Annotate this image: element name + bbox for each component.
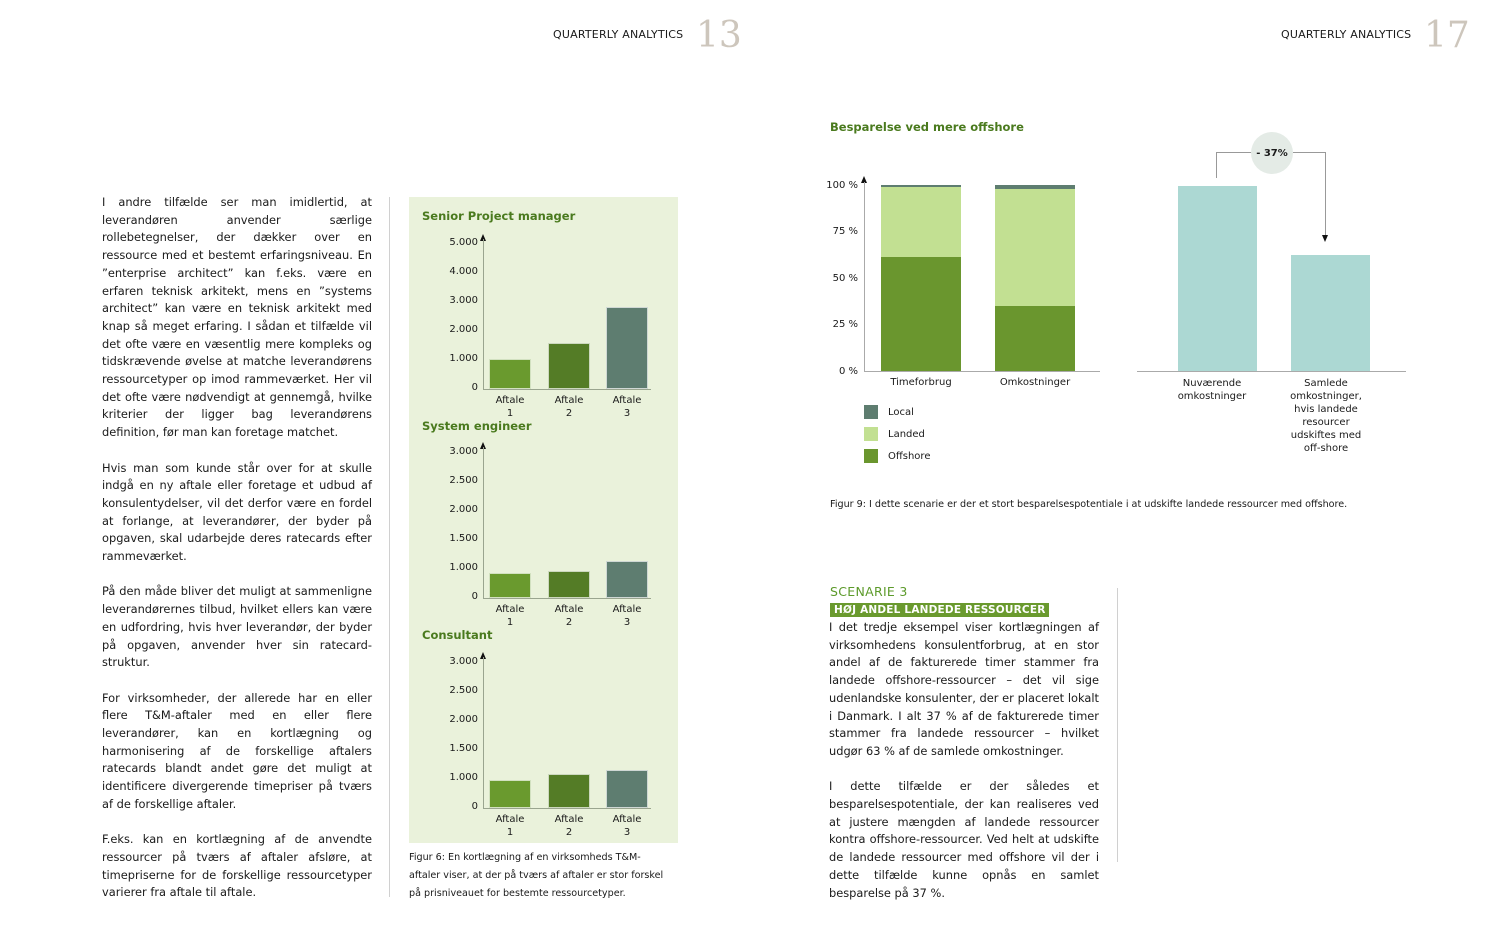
- y-tick: 4.000: [449, 266, 478, 277]
- y-tick: 2.000: [449, 324, 478, 335]
- segment-offshore: [995, 306, 1075, 371]
- legend-label: Landed: [888, 428, 925, 440]
- chart-title: System engineer: [422, 419, 532, 433]
- y-tick: 3.000: [449, 656, 478, 667]
- connector-line: [1216, 152, 1252, 153]
- bar-aftale-2: [548, 343, 590, 389]
- segment-landed: [995, 189, 1075, 306]
- right-running-head: QUARTERLY ANALYTICS: [1281, 28, 1412, 41]
- y-tick: 2.500: [449, 475, 478, 486]
- x-axis: [864, 371, 1100, 372]
- y-tick: 1.000: [449, 562, 478, 573]
- baseline: [1137, 371, 1406, 372]
- legend-offshore: [864, 449, 930, 463]
- y-tick: 0 %: [838, 366, 858, 377]
- y-tick: 0: [471, 591, 478, 602]
- legend-label: Offshore: [888, 450, 931, 462]
- body-paragraph: På den måde bliver det muligt at sammenligne leverandørernes tilbud, hvilket ellers kan være en udfordring, hvis hver leverandør, der byder på opgaven, anvender hver sin ratecard-struktur.: [102, 584, 372, 670]
- y-tick: 1.500: [449, 743, 478, 754]
- chart-consultant: [409, 616, 678, 836]
- bar-aftale-2: [548, 774, 590, 808]
- y-tick: 1.000: [449, 772, 478, 783]
- chart-system-engineer: [409, 407, 678, 628]
- y-tick: 2.000: [449, 714, 478, 725]
- connector-line: [1293, 152, 1326, 153]
- bar-aftale-3: [606, 770, 648, 808]
- y-tick: 5.000: [449, 237, 478, 248]
- x-label: Aftale 1: [495, 395, 525, 419]
- figure-6-panel: [409, 197, 678, 843]
- column-divider: [1117, 588, 1118, 862]
- scenario-tag: HØJ ANDEL LANDEDE RESSOURCER: [830, 603, 1049, 617]
- left-running-head: QUARTERLY ANALYTICS: [553, 28, 684, 41]
- y-axis: [864, 182, 865, 372]
- figure-6-caption: Figur 6: En kortlægning af en virksomheds T&M-aftaler viser, at der på tværs af aftaler er stor forskel på prisniveauet for bestemte ressourcetyper.: [409, 852, 664, 899]
- chart-senior-project-manager: [409, 197, 678, 417]
- x-label: Aftale 1: [495, 604, 525, 628]
- x-label: Timeforbrug: [890, 377, 952, 388]
- body-paragraph: I andre tilfælde ser man imidlertid, at leverandøren anvender særlige rollebetegnelser, der dækker over en ressource med et bestemt erfaringsniveau. En ”enterprise architect” kan f.eks. være en erfaren teknisk arkitekt, mens en ”systems architect” kan være en teknisk arkitekt med knap så meget erfaring. I sådan et tilfælde vil det ofte være en væsentlig mere kompleks og tidskrævende øvelse at matche leverandørens ressourcetyper op imod rammeværket. Her vil det ofte være nødvendigt at gennemgå, hvilke kriterier der ligger bag leverandørens definition, før man kan foretage matchet.: [102, 195, 372, 440]
- bar-aftale-3: [606, 561, 648, 598]
- legend-label: Local: [888, 406, 914, 418]
- y-tick: 25 %: [832, 319, 858, 330]
- y-tick: 1.500: [449, 533, 478, 544]
- legend-swatch-landed: [864, 427, 878, 441]
- figure-9-caption: Figur 9: I dette scenarie er der et stort besparelsespotentiale i at udskifte landede ressourcer med offshore.: [830, 499, 1348, 510]
- segment-landed: [881, 187, 961, 257]
- savings-badge: - 37%: [1251, 132, 1293, 174]
- arrow-down-icon: [1322, 235, 1328, 242]
- y-tick: 2.500: [449, 685, 478, 696]
- right-page-number: 17: [1424, 15, 1470, 56]
- x-label: Aftale 3: [612, 604, 642, 628]
- x-axis: [483, 389, 651, 390]
- x-label: Aftale 1: [495, 814, 525, 838]
- left-body-text: [102, 194, 372, 920]
- bar-offshore-costs: [1291, 255, 1370, 371]
- bar-aftale-1: [489, 573, 531, 598]
- left-page-number: 13: [696, 15, 742, 56]
- body-paragraph: I dette tilfælde er der således et besparelsespotentiale, der kan realiseres ved at justere mængden af landede ressourcer kontra offshore-ressourcer. Ved helt at udskifte de landede ressourcer med offshore vil der i dette tilfælde kunne opnås en samlet besparelse på 37 %.: [829, 779, 1099, 900]
- scenario-label: SCENARIE 3: [830, 584, 908, 599]
- body-paragraph: I det tredje eksempel viser kortlægningen af virksomhedens konsulentforbrug, at en stor andel af de fakturerede timer stammer fra landede offshore-ressourcer – det vil sige udenlandske konsulenter, der er placeret lokalt i Danmark. I alt 37 % af de fakturerede timer stammer fra landede ressourcer – hvilket udgør 63 % af de samlede omkostninger.: [829, 620, 1099, 758]
- segment-offshore: [881, 257, 961, 371]
- connector-line: [1216, 152, 1217, 178]
- body-paragraph: F.eks. kan en kortlægning af de anvendte ressourcer på tværs af aftaler afsløre, at timepriserne for de forskellige ressourcetyper varierer fra aftale til aftale.: [102, 832, 372, 900]
- connector-line: [1325, 152, 1326, 235]
- y-tick: 0: [471, 801, 478, 812]
- legend-local: [864, 405, 914, 419]
- y-axis: [483, 239, 484, 390]
- bar-aftale-1: [489, 359, 531, 389]
- x-axis: [483, 808, 651, 809]
- stacked-chart-title: Besparelse ved mere offshore: [830, 120, 1024, 134]
- bar-aftale-3: [606, 307, 648, 389]
- y-tick: 100 %: [826, 180, 858, 191]
- x-label: Aftale 2: [554, 814, 584, 838]
- x-label: Aftale 3: [612, 814, 642, 838]
- body-paragraph: For virksomheder, der allerede har en eller flere T&M-aftaler med en eller flere leverandører, kan en kortlægning og harmonisering af de forskellige aftalers ratecards blandt andet gøre det muligt at identificere divergerende timepriser på tværs af de forskellige aftaler.: [102, 690, 372, 811]
- x-label: Aftale 3: [612, 395, 642, 419]
- legend-swatch-local: [864, 405, 878, 419]
- y-tick: 3.000: [449, 446, 478, 457]
- y-axis: [483, 657, 484, 809]
- y-tick: 75 %: [832, 226, 858, 237]
- y-tick: 1.000: [449, 353, 478, 364]
- x-label: Samlede omkostninger, hvis landede resourcer udskiftes med off-shore: [1290, 378, 1362, 454]
- y-tick: 3.000: [449, 295, 478, 306]
- x-axis: [483, 598, 651, 599]
- y-tick: 2.000: [449, 504, 478, 515]
- chart-title: Senior Project manager: [422, 209, 576, 223]
- legend-swatch-offshore: [864, 449, 878, 463]
- body-paragraph: Hvis man som kunde står over for at skulle indgå en ny aftale eller foretage et udbud af konsulentydelser, vil det derfor være en fordel at forlange, at leverandører, der byder på opgaven, skal udarbejde deres ratecards efter rammeværket.: [102, 460, 372, 564]
- y-axis: [483, 447, 484, 599]
- legend-landed: [864, 427, 925, 441]
- x-label: Aftale 2: [554, 604, 584, 628]
- scenario-body-text: [829, 619, 1099, 920]
- chart-title: Consultant: [422, 628, 493, 642]
- x-label: Aftale 2: [554, 395, 584, 419]
- bar-aftale-2: [548, 571, 590, 598]
- bar-current-costs: [1178, 186, 1257, 371]
- bar-aftale-1: [489, 780, 531, 808]
- y-tick: 0: [471, 382, 478, 393]
- x-label: Nuværende omkostninger: [1177, 378, 1247, 402]
- y-tick: 50 %: [832, 273, 858, 284]
- column-divider: [389, 197, 390, 897]
- x-label: Omkostninger: [999, 377, 1071, 388]
